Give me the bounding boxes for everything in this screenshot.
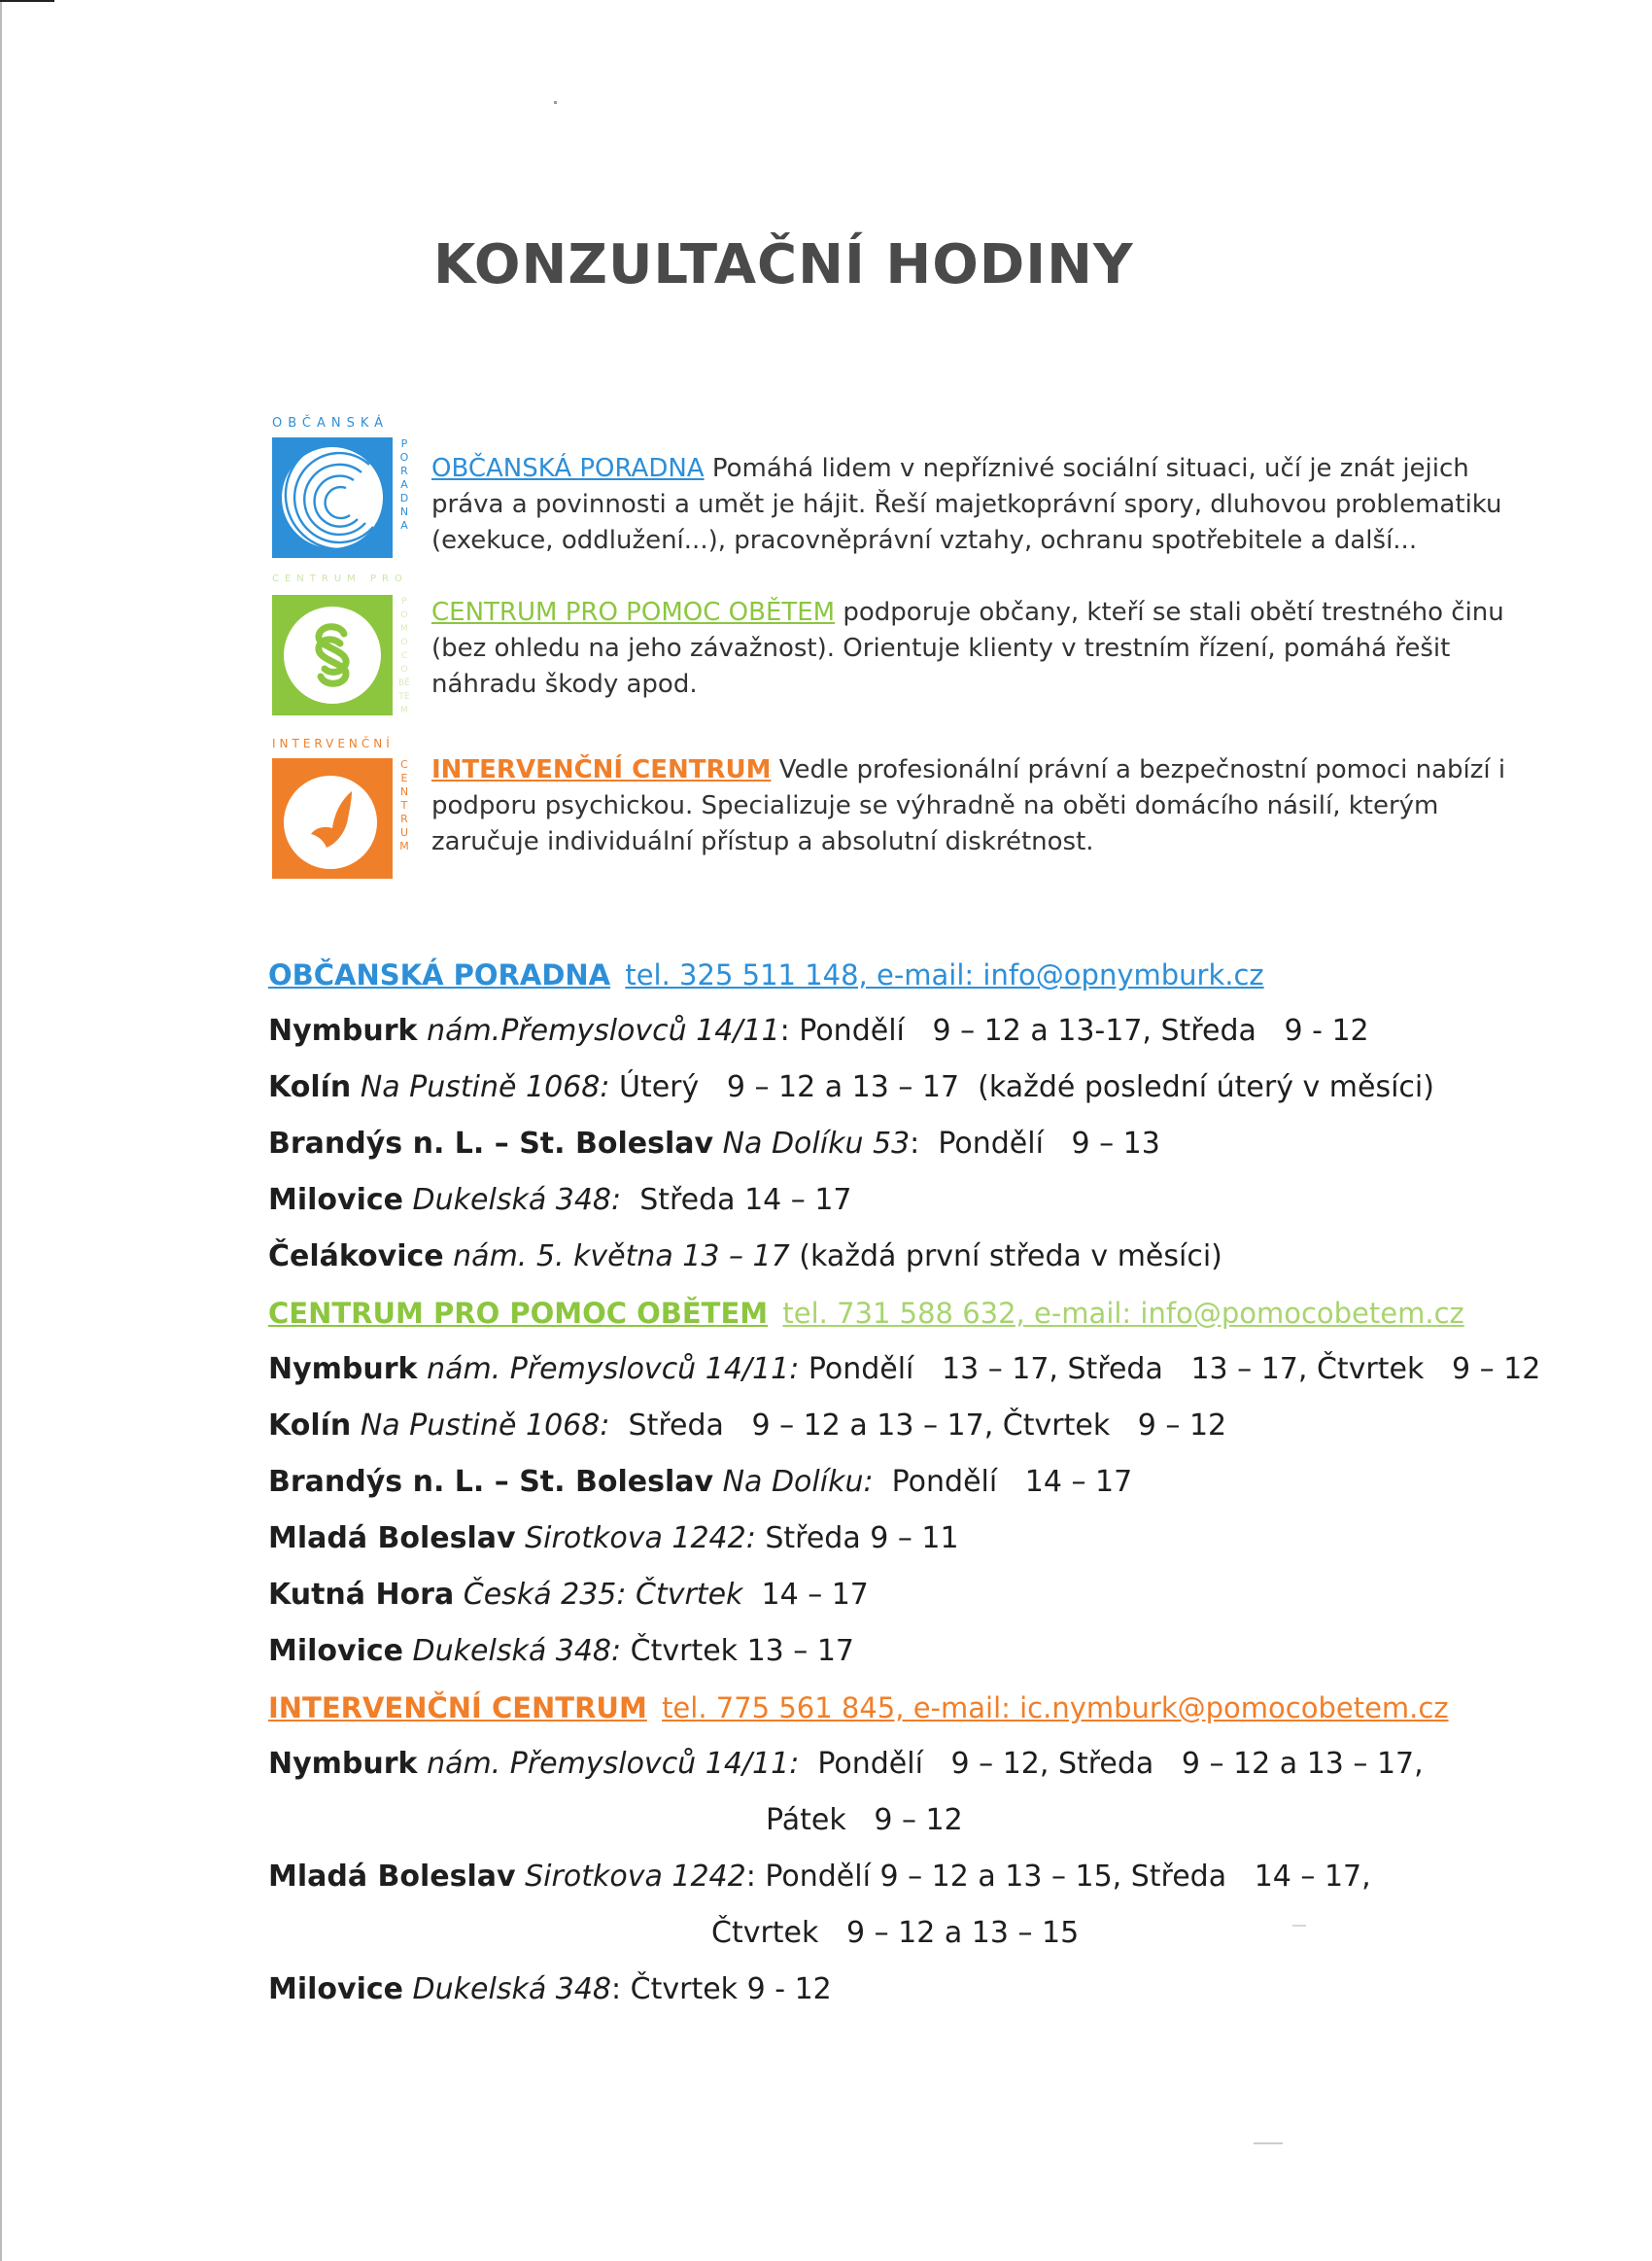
opening-hours: Pondělí 13 – 17, Středa 13 – 17, Čtvrtek 9 – 12 — [799, 1352, 1541, 1386]
hours-row — [268, 1516, 1532, 1573]
address: nám. Přemyslovců 14/11: — [427, 1352, 800, 1386]
org-obcanska-poradna — [272, 416, 1535, 572]
org-centrum-pro-pomoc-obetem — [272, 574, 1535, 729]
opening-hours: Čtvrtek 9 - 12 — [621, 1972, 832, 2006]
opening-hours: Čtvrtek 13 – 17 — [621, 1634, 855, 1668]
address: Sirotkova 1242 — [525, 1860, 746, 1894]
hours-row — [268, 1742, 1532, 1798]
org-name: INTERVENČNÍ CENTRUM — [431, 755, 772, 784]
place-name: Milovice — [268, 1634, 403, 1668]
logo-centrum-pro-pomoc-obetem — [272, 574, 410, 715]
hours-row — [268, 1573, 1532, 1629]
scan-speck — [1254, 2142, 1283, 2144]
place-name: Kolín — [268, 1070, 352, 1104]
org-description-text: Vedle profesionální právní a bezpečnostní pomoci nabízí i podporu psychickou. Specializuje se výhradně na oběti domácího násilí, kterým zaručuje individuální přístup a absolutní diskrétnost. — [431, 755, 1506, 856]
org-name: OBČANSKÁ PORADNA — [431, 454, 705, 483]
address: Na Pustině 1068: — [360, 1409, 610, 1443]
logo-top-text: CENTRUM PRO — [272, 574, 408, 584]
place-name: Mladá Boleslav — [268, 1521, 516, 1555]
section-contact-link[interactable]: tel. 775 561 845, e-mail: ic.nymburk@pomocobetem.cz — [662, 1691, 1449, 1724]
butterfly-icon — [272, 758, 393, 879]
hours-row — [268, 1967, 1532, 2024]
address: Dukelská 348 — [412, 1972, 612, 2006]
place-name: Milovice — [268, 1183, 403, 1217]
hours-row — [268, 1404, 1532, 1460]
address: Dukelská 348: — [412, 1634, 622, 1668]
section-name: INTERVENČNÍ CENTRUM — [268, 1691, 647, 1724]
address: Na Dolíku: — [722, 1465, 874, 1499]
section-name: OBČANSKÁ PORADNA — [268, 958, 611, 991]
org-description-text: podporuje občany, kteří se stali obětí trestného činu (bez ohledu na jeho závažnost). Orientuje klienty v trestním řízení, pomáhá řešit náhradu škody apod. — [431, 598, 1504, 699]
address-suffix: : — [745, 1860, 756, 1894]
opening-hours: Čtvrtek 9 – 12 a 13 – 15 — [711, 1916, 1080, 1950]
logo-top-text: INTERVENČNÍ — [272, 737, 394, 750]
org-intervencni-centrum — [272, 737, 1535, 892]
place-name: Kolín — [268, 1409, 352, 1443]
opening-hours: (každá první středa v měsíci) — [789, 1239, 1222, 1273]
opening-hours: Středa 9 – 11 — [755, 1521, 959, 1555]
address: nám. 5. května 13 – 17 — [453, 1239, 790, 1273]
place-name: Brandýs n. L. – St. Boleslav — [268, 1127, 714, 1161]
place-name: Nymburk — [268, 1352, 418, 1386]
org-description — [431, 595, 1549, 703]
opening-hours: Pátek 9 – 12 — [766, 1803, 963, 1837]
scan-speck — [554, 101, 557, 104]
opening-hours: Pondělí 14 – 17 — [873, 1465, 1133, 1499]
hours-row — [268, 1009, 1532, 1065]
section-contact-link[interactable]: tel. 731 588 632, e-mail: info@pomocobetem.cz — [782, 1297, 1464, 1330]
section-header-intervencni-centrum — [268, 1686, 1532, 1742]
place-name: Nymburk — [268, 1747, 418, 1781]
opening-hours: Úterý 9 – 12 a 13 – 17 (každé poslední úterý v měsíci) — [609, 1070, 1434, 1104]
section-name: CENTRUM PRO POMOC OBĚTEM — [268, 1297, 769, 1330]
spiral-icon — [272, 437, 393, 558]
logo-side-text: POMOC OBĚTEM — [398, 597, 410, 715]
hours-row — [268, 1235, 1532, 1291]
logo-top-text: OBČANSKÁ — [272, 416, 390, 431]
opening-hours: Pondělí 9 – 12 a 13 – 15, Středa 14 – 17, — [755, 1860, 1371, 1894]
logo-intervencni-centrum — [272, 737, 409, 852]
address: Na Pustině 1068: — [360, 1070, 610, 1104]
hours-row — [268, 1855, 1532, 1911]
logo-obcanska-poradna — [272, 416, 409, 532]
hours-row — [268, 1460, 1532, 1516]
scan-edge — [0, 0, 2, 2261]
address: Na Dolíku 53 — [722, 1127, 911, 1161]
address: nám. Přemyslovců 14/11: — [427, 1747, 800, 1781]
place-name: Mladá Boleslav — [268, 1860, 516, 1894]
org-description-text: Pomáhá lidem v nepříznivé sociální situaci, učí je znát jejich práva a povinnosti a umět je hájit. Řeší majetkoprávní spory, dluhovou problematiku (exekuce, oddlužení...), pracovněprávní vztahy, ochranu spotřebitele a další... — [431, 454, 1502, 555]
section-header-obcanska-poradna — [268, 953, 1532, 1009]
opening-hours: 14 – 17 — [742, 1578, 869, 1612]
hours-row — [268, 1122, 1532, 1178]
opening-hours: Pondělí 9 – 13 — [919, 1127, 1160, 1161]
opening-hours: Středa 14 – 17 — [621, 1183, 852, 1217]
address-suffix: : — [910, 1127, 920, 1161]
hours-row — [268, 1629, 1532, 1686]
scan-speck — [1292, 1925, 1306, 1927]
place-name: Nymburk — [268, 1014, 418, 1048]
consultation-hours-list — [268, 953, 1541, 2024]
place-name: Brandýs n. L. – St. Boleslav — [268, 1465, 714, 1499]
place-name: Kutná Hora — [268, 1578, 455, 1612]
section-header-centrum-pro-pomoc-obetem — [268, 1291, 1532, 1347]
scan-corner-mark — [0, 0, 54, 2]
address: Česká 235: Čtvrtek — [463, 1578, 743, 1612]
hours-row-continuation — [268, 1798, 1532, 1855]
place-name: Milovice — [268, 1972, 403, 2006]
logo-side-text: PORADNA — [399, 437, 409, 532]
address: nám.Přemyslovců 14/11 — [427, 1014, 780, 1048]
hours-row — [268, 1178, 1532, 1235]
paragraph-icon — [272, 595, 393, 715]
opening-hours: Pondělí 9 – 12, Středa 9 – 12 a 13 – 17, — [799, 1747, 1424, 1781]
opening-hours: Pondělí 9 – 12 a 13-17, Středa 9 - 12 — [789, 1014, 1369, 1048]
place-name: Čelákovice — [268, 1239, 444, 1273]
address-suffix: : — [779, 1014, 790, 1048]
page-title: KONZULTAČNÍ HODINY — [433, 233, 1134, 296]
hours-row — [268, 1065, 1532, 1122]
org-description — [431, 451, 1549, 559]
org-name: CENTRUM PRO POMOC OBĚTEM — [431, 598, 836, 627]
hours-row — [268, 1347, 1541, 1404]
logo-side-text: CENTRUM — [399, 758, 409, 852]
hours-row-continuation — [268, 1911, 1532, 1967]
section-contact-link[interactable]: tel. 325 511 148, e-mail: info@opnymburk.cz — [625, 958, 1264, 991]
address: Sirotkova 1242: — [525, 1521, 756, 1555]
org-description — [431, 752, 1549, 860]
address: Dukelská 348: — [412, 1183, 622, 1217]
opening-hours: Středa 9 – 12 a 13 – 17, Čtvrtek 9 – 12 — [609, 1409, 1227, 1443]
address-suffix: : — [611, 1972, 622, 2006]
